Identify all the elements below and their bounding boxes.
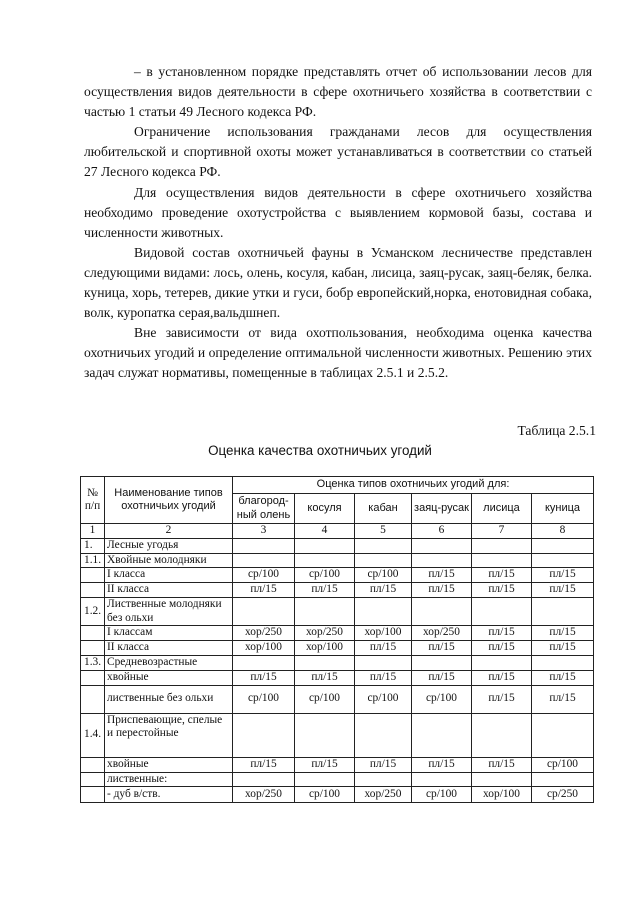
row-number [81, 583, 105, 598]
rating-cell [295, 772, 355, 787]
table-row [81, 685, 594, 713]
rating-cell: пл/15 [355, 583, 412, 598]
rating-cell: хор/250 [295, 626, 355, 641]
table-row [81, 772, 594, 787]
rating-cell [355, 713, 412, 757]
header-species: куница [532, 494, 594, 524]
rating-cell: пл/15 [295, 670, 355, 685]
column-number: 4 [295, 524, 355, 539]
row-number: 1.2. [81, 598, 105, 626]
rating-cell: пл/15 [295, 757, 355, 772]
table-row [81, 787, 594, 803]
column-number: 8 [532, 524, 594, 539]
rating-cell [472, 598, 532, 626]
rating-cell [233, 713, 295, 757]
rating-cell [355, 656, 412, 671]
header-species: лисица [472, 494, 532, 524]
rating-cell [355, 553, 412, 568]
rating-cell [532, 598, 594, 626]
rating-cell: ср/100 [233, 568, 295, 583]
rating-cell [532, 553, 594, 568]
paragraph-report-requirement: – в установленном порядке представлять отчет об использовании лесов для осуществления видов деятельности в сфере охотничьего хозяйства в соответствии с частью 1 статьи 49 Лесного кодекса РФ. [84, 64, 592, 120]
header-species: косуля [295, 494, 355, 524]
table-row [81, 583, 594, 598]
row-type-name: Приспевающие, спелые и перестойные [105, 713, 233, 757]
rating-cell [295, 713, 355, 757]
rating-cell: хор/100 [472, 787, 532, 803]
rating-cell: ср/100 [355, 568, 412, 583]
column-number: 2 [105, 524, 233, 539]
rating-cell: пл/15 [412, 568, 472, 583]
paragraph-restriction: Ограничение использования гражданами лесов для осуществления любительской и спортивной охоты может устанавливаться в соответствии со статьей 27 Лесного кодекса РФ. [84, 124, 592, 180]
header-species-group: Оценка типов охотничьих угодий для: [233, 477, 594, 494]
row-number [81, 568, 105, 583]
header-species: благород-ный олень [233, 494, 295, 524]
table-row [81, 626, 594, 641]
rating-cell: пл/15 [233, 670, 295, 685]
rating-cell [532, 539, 594, 554]
rating-cell [472, 656, 532, 671]
rating-cell: ср/100 [295, 787, 355, 803]
rating-cell [412, 553, 472, 568]
body-text [84, 62, 592, 384]
rating-cell: ср/250 [532, 787, 594, 803]
rating-cell: хор/100 [295, 641, 355, 656]
rating-cell [472, 539, 532, 554]
rating-cell [233, 598, 295, 626]
rating-cell: ср/100 [233, 685, 295, 713]
row-type-name: - дуб в/ств. [105, 787, 233, 803]
rating-cell: пл/15 [472, 670, 532, 685]
rating-cell: пл/15 [532, 670, 594, 685]
rating-cell: пл/15 [532, 583, 594, 598]
rating-cell: пл/15 [233, 583, 295, 598]
rating-cell: пл/15 [472, 757, 532, 772]
header-species: кабан [355, 494, 412, 524]
rating-cell [412, 539, 472, 554]
rating-cell [472, 772, 532, 787]
rating-cell: пл/15 [412, 670, 472, 685]
rating-cell: пл/15 [295, 583, 355, 598]
row-type-name: Лиственные молодняки без ольхи [105, 598, 233, 626]
rating-cell [412, 656, 472, 671]
rating-cell: пл/15 [472, 685, 532, 713]
table-row [81, 568, 594, 583]
rating-cell: пл/15 [472, 641, 532, 656]
rating-cell: пл/15 [532, 641, 594, 656]
table-row [81, 598, 594, 626]
row-number [81, 772, 105, 787]
hunting-quality-table [80, 476, 594, 803]
rating-cell [355, 772, 412, 787]
rating-cell [355, 598, 412, 626]
row-number [81, 626, 105, 641]
rating-cell: пл/15 [412, 641, 472, 656]
row-type-name: хвойные [105, 757, 233, 772]
rating-cell: пл/15 [233, 757, 295, 772]
rating-cell [233, 656, 295, 671]
rating-cell: ср/100 [295, 568, 355, 583]
row-number [81, 685, 105, 713]
rating-cell: пл/15 [532, 568, 594, 583]
rating-cell [532, 772, 594, 787]
table-row [81, 553, 594, 568]
rating-cell: ср/100 [355, 685, 412, 713]
rating-cell [233, 772, 295, 787]
paragraph-hunting-arrangement: Для осуществления видов деятельности в сфере охотничьего хозяйства необходимо проведение охотустройства с выявлением кормовой базы, состава и численности животных. [84, 184, 592, 240]
rating-cell: пл/15 [355, 757, 412, 772]
rating-cell: пл/15 [355, 670, 412, 685]
rating-cell [233, 539, 295, 554]
rating-cell: хор/250 [233, 787, 295, 803]
rating-cell [532, 656, 594, 671]
rating-cell: пл/15 [472, 626, 532, 641]
rating-cell: хор/100 [355, 626, 412, 641]
column-number: 1 [81, 524, 105, 539]
rating-cell: пл/15 [472, 583, 532, 598]
column-number: 6 [412, 524, 472, 539]
header-type-name: Наименование типов охотничьих угодий [105, 477, 233, 524]
row-type-name: II класса [105, 641, 233, 656]
row-type-name: I классам [105, 626, 233, 641]
row-number: 1.3. [81, 656, 105, 671]
row-type-name: Средневозрастные [105, 656, 233, 671]
row-type-name: Лесные угодья [105, 539, 233, 554]
rating-cell [233, 553, 295, 568]
paragraph-species-list: Видовой состав охотничьей фауны в Усманском лесничестве представлен следующими видами: лось, олень, косуля, кабан, лисица, заяц-русак, заяц-беляк, белка. куница, хорь, тетерев, дикие утки и гуси, бобр европейский,норка, енотовидная собака, волк, куропатка серая,вальдшнеп. [84, 244, 592, 321]
rating-cell: хор/100 [233, 641, 295, 656]
rating-cell: пл/15 [412, 757, 472, 772]
rating-cell [412, 598, 472, 626]
table-row [81, 656, 594, 671]
row-number [81, 670, 105, 685]
row-type-name: II класса [105, 583, 233, 598]
rating-cell [412, 713, 472, 757]
row-type-name: I класса [105, 568, 233, 583]
table-row [81, 670, 594, 685]
table-caption: Таблица 2.5.1 [517, 423, 596, 438]
rating-cell [295, 553, 355, 568]
rating-cell [295, 539, 355, 554]
header-num: № п/п [81, 477, 105, 524]
paragraph-quality-assessment: Вне зависимости от вида охотпользования, необходима оценка качества охотничьих угодий и определение оптимальной численности животных. Решению этих задач служат нормативы, помещенные в таблицах 2.5.1 и 2.5.2. [84, 325, 592, 381]
header-species: заяц-русак [412, 494, 472, 524]
rating-cell: пл/15 [532, 626, 594, 641]
rating-cell: хор/250 [412, 626, 472, 641]
column-number: 5 [355, 524, 412, 539]
column-number: 7 [472, 524, 532, 539]
rating-cell: ср/100 [412, 787, 472, 803]
table-row [81, 713, 594, 757]
rating-cell: пл/15 [472, 568, 532, 583]
row-type-name: хвойные [105, 670, 233, 685]
rating-cell [472, 553, 532, 568]
row-number [81, 641, 105, 656]
row-type-name: лиственные: [105, 772, 233, 787]
rating-cell [532, 713, 594, 757]
rating-cell: пл/15 [355, 641, 412, 656]
rating-cell: ср/100 [295, 685, 355, 713]
rating-cell: пл/15 [412, 583, 472, 598]
row-number: 1. [81, 539, 105, 554]
rating-cell: хор/250 [233, 626, 295, 641]
rating-cell: хор/250 [355, 787, 412, 803]
table-row [81, 757, 594, 772]
rating-cell [412, 772, 472, 787]
table-row [81, 539, 594, 554]
rating-cell: пл/15 [532, 685, 594, 713]
row-number [81, 787, 105, 803]
rating-cell [472, 713, 532, 757]
rating-cell [295, 656, 355, 671]
column-number: 3 [233, 524, 295, 539]
rating-cell: ср/100 [412, 685, 472, 713]
row-type-name: лиственные без ольхи [105, 685, 233, 713]
rating-cell [355, 539, 412, 554]
rating-cell [295, 598, 355, 626]
row-type-name: Хвойные молодняки [105, 553, 233, 568]
rating-cell: ср/100 [532, 757, 594, 772]
row-number [81, 757, 105, 772]
row-number: 1.1. [81, 553, 105, 568]
row-number: 1.4. [81, 713, 105, 757]
table-title: Оценка качества охотничьих угодий [208, 443, 432, 458]
table-row [81, 641, 594, 656]
